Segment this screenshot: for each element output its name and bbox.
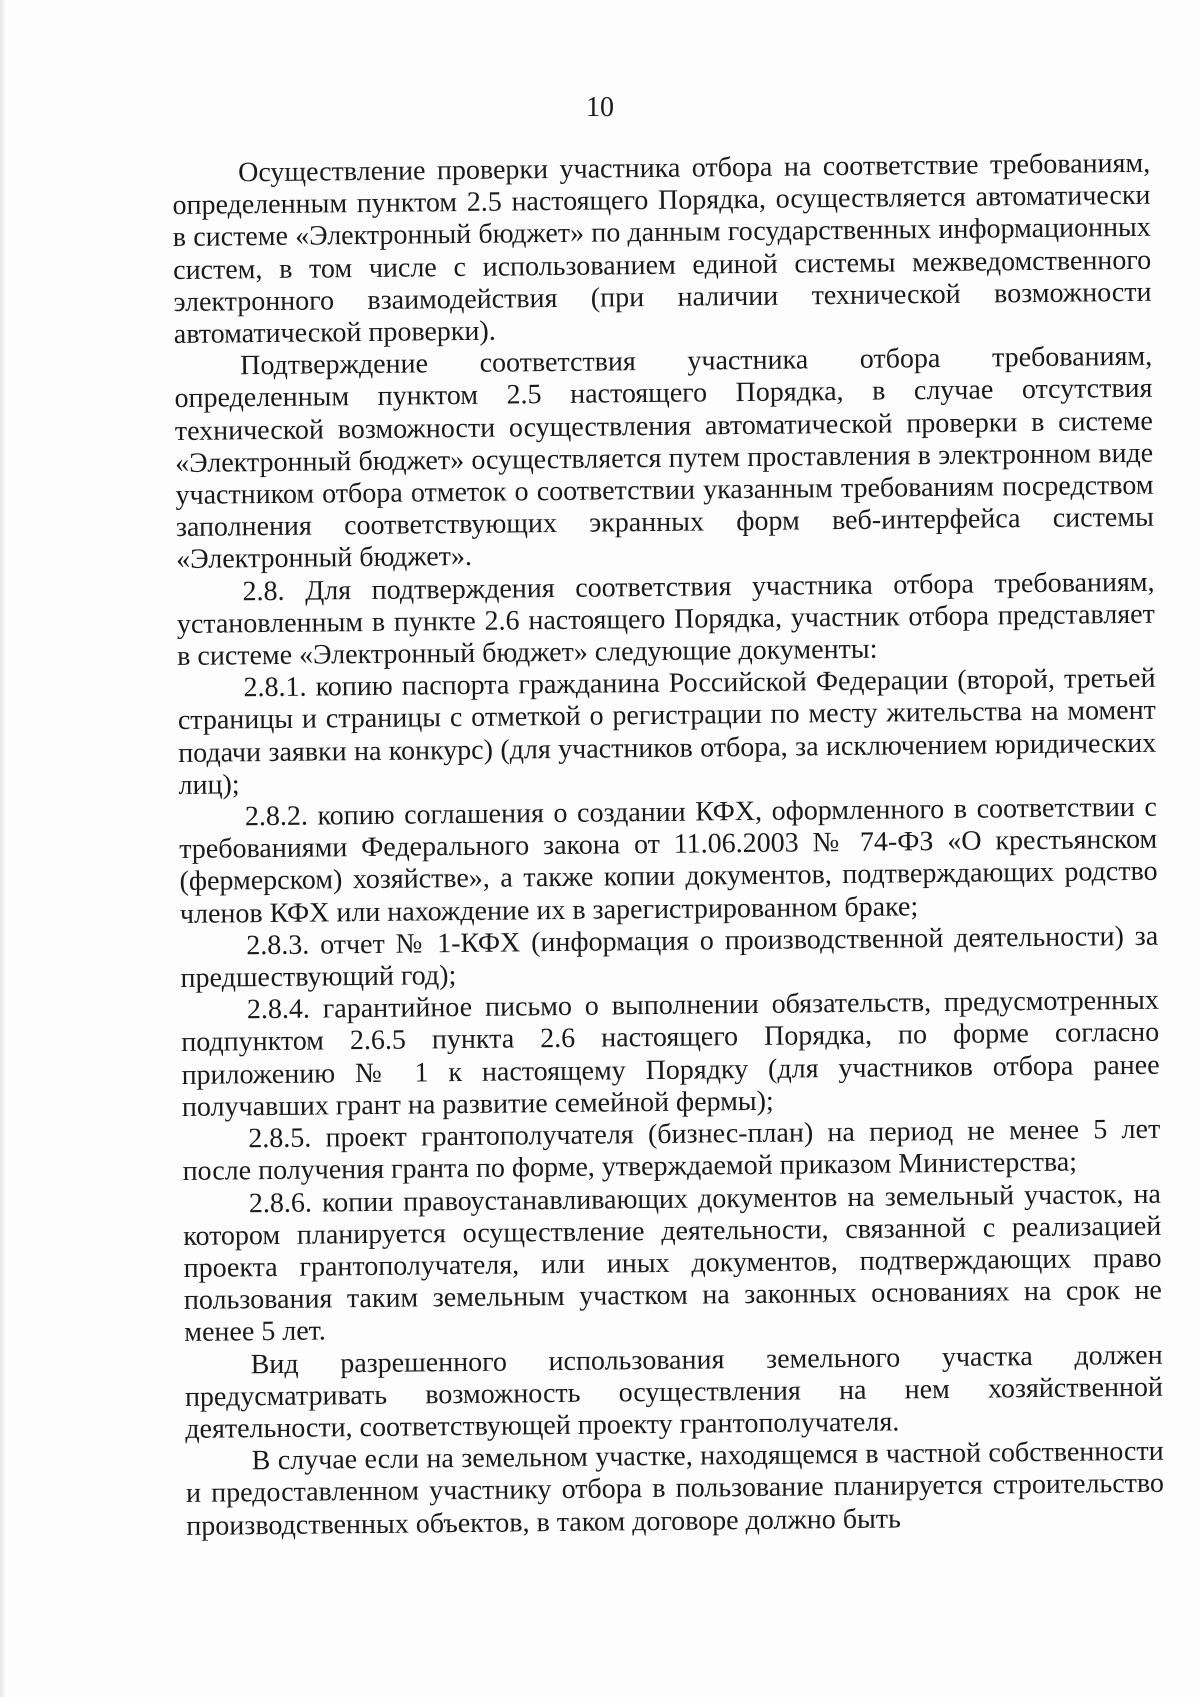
paragraph-clause-2-8-4: 2.8.4. гарантийное письмо о выполнении обязательств, предусмотренных подпунктом 2.6.5 пункта 2.6 настоящего Порядка, по форме согласно приложению № 1 к настоящему Порядку (для участников отбора ранее получавших грант на развитие семейной фермы); <box>181 984 1160 1123</box>
paragraph-clause-2-8-2: 2.8.2. копию соглашения о создании КФХ, оформленного в соответствии с требованиями Федерального закона от 11.06.2003 № 74-ФЗ «О крестьянском (фермерском) хозяйстве», а также копии документов, подтверждающих родство членов КФХ или нахождение их в зарегистрированном браке; <box>179 791 1158 930</box>
document-body <box>172 148 1164 1543</box>
paragraph-manual-confirmation: Подтверждение соответствия участника отбора требованиям, определенным пунктом 2.5 настоящего Порядка, в случае отсутствия технической возможности осуществления автоматической проверки в системе «Электронный бюджет» осуществляется путем проставления в электронном виде участником отбора отметок о соответствии указанным требованиям посредством заполнения соответствующих экранных форм веб-интерфейса системы «Электронный бюджет». <box>174 340 1154 576</box>
page-number: 10 <box>586 92 614 123</box>
scan-edge-shadow <box>0 0 6 1697</box>
paragraph-land-use: Вид разрешенного использования земельного участка должен предусматривать возможность осуществления на нем хозяйственной деятельности, соответствующей проекту грантополучателя. <box>184 1339 1164 1445</box>
paragraph-clause-2-8: 2.8. Для подтверждения соответствия участника отбора требованиям, установленным в пункте 2.6 настоящего Порядка, участник отбора представляет в системе «Электронный бюджет» следующие документы: <box>176 566 1155 673</box>
paragraph-clause-2-8-3: 2.8.3. отчет № 1-КФХ (информация о производственной деятельности) за предшествующий год); <box>180 920 1159 995</box>
paragraph-clause-2-8-1: 2.8.1. копию паспорта гражданина Российской Федерации (второй, третьей страницы и страницы с отметкой о регистрации по месту жительства на момент подачи заявки на конкурс) (для участников отбора, за исключением юридических лиц); <box>177 662 1157 801</box>
paragraph-clause-2-8-6: 2.8.6. копии правоустанавливающих документов на земельный участок, на котором планируется осуществление деятельности, связанной с реализацией проекта грантополучателя, или иных документов, подтверждающих право пользования таким земельным участком на законных основаниях на срок не менее 5 лет. <box>183 1178 1163 1349</box>
paragraph-auto-check: Осуществление проверки участника отбора на соответствие требованиям, определенным пунктом 2.5 настоящего Порядка, осуществляется автоматически в системе «Электронный бюджет» по данным государственных информационных систем, в том числе с использованием единой системы межведомственного электронного взаимодействия (при наличии технической возможности автоматической проверки). <box>172 147 1152 351</box>
paragraph-private-land: В случае если на земельном участке, находящемся в частной собственности и предоставленном участнику отбора в пользование планируется строительство производственных объектов, в таком договоре должно быть <box>185 1435 1165 1542</box>
paragraph-clause-2-8-5: 2.8.5. проект грантополучателя (бизнес-план) на период не менее 5 лет после получения гранта по форме, утверждаемой приказом Министерства; <box>182 1113 1161 1188</box>
